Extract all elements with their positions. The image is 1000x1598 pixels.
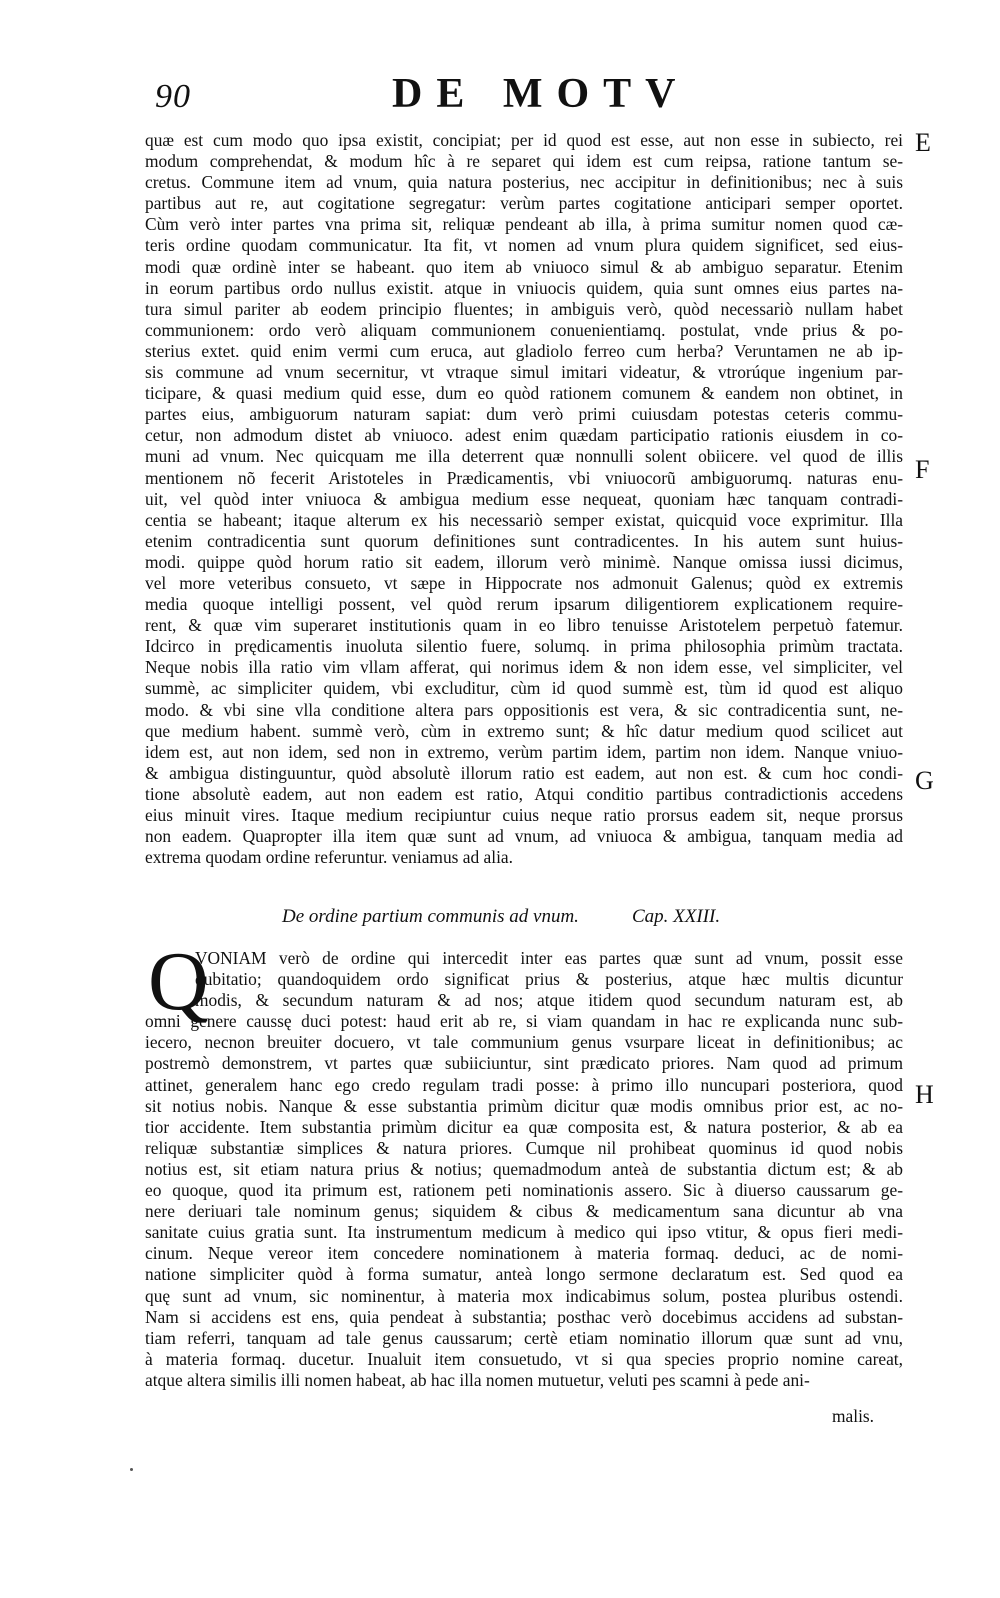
text-line: uit, vel quòd inter vniuoca & ambigua medium esse nequeat, quoniam hæc tanquam contradi- [145,488,903,509]
text-line: teris ordine quodam communicatur. Ita fit, vt nomen ad vnum plura quidem significet, sed eius- [145,235,903,256]
text-line: modi. quippe quòd horum ratio sit eadem, illorum verò minimè. Nanque omissa iussi dicimus, [145,551,903,572]
body-text-block-1 [145,130,903,868]
text-line: mentionem nõ fecerit Aristoteles in Prædicamentis, vbi vniuocorũ ambiguorumq. naturas enu- [145,467,903,488]
running-title: DE MOTV [392,71,690,117]
text-line: dubitatio; quandoquidem ordo significat prius & posterius, atque hæc multis dicuntur [195,969,903,990]
margin-letter-e: E [915,128,931,157]
text-line: VONIAM verò de ordine qui intercedit inter eas partes quæ sunt ad vnum, possit esse [195,948,903,968]
text-line: non eadem. Quapropter illa item quæ sunt ad vnum, ad vniuoca & ambigua, tanquam media ad [145,826,903,847]
text-line: eius minuit vires. Itaque medium recipiuntur cuius neque ratio prorsus eadem sit, neque prorsus [145,805,903,825]
text-line: sis commune ad vnum secernitur, vt vtraque simul imitari videatur, & vtrorúque ingenium par- [145,362,903,383]
text-line: que medium habent. summè verò, cùm in extremo sunt; & hîc datur medium quod scilicet aut [145,720,903,741]
text-line: quæ est cum modo quo ipsa existit, concipiat; per id quod est esse, aut non esse in subiecto, rei [145,130,903,150]
text-line: vel more veteribus consueto, vt sæpe in Hippocrate nos admonuit Galenus; quòd ex extremis [145,572,903,593]
text-line: reliquæ substantiæ simplices & natura priores. Cumque nil prohibeat quominus id quod nobis [145,1137,903,1158]
text-line: Nam si accidens est ens, quia pendeat à substantia; posthac verò docebimus accidens ad substan- [145,1306,903,1327]
text-line: modo. & vbi sine vlla conditione altera pars oppositionis est vera, & sic contradicentia sunt, ne- [145,699,903,720]
text-line: attinet, generalem hanc ego credo regulam tradi posse: à primo illo nuncupari posteriora, quod [145,1074,903,1095]
text-line: & ambigua distinguuntur, quòd absolutè illorum ratio est eadem, aut non est. & cum hoc condi- [145,762,903,783]
text-line: Idcirco in prędicamentis inuoluta silentio fuere, solumq. in prima philosophia primùm tractata. [145,636,903,657]
text-line: Cùm verò inter partes vna prima sit, reliquæ pendeant ab illa, à prima sumitur nomen quod cæ- [145,214,903,235]
text-line: tiam referri, tanquam ad tale genus caussarum; certè etiam nominatio illorum quæ sunt ad vnu, [145,1327,903,1348]
text-line: postremò demonstrem, vt partes quæ subiiciuntur, sint prædicato priores. Nam quod ad primum [145,1053,903,1074]
text-line: cretus. Commune item ad vnum, quia natura posterius, nec accipitur in definitionibus; nec à suis [145,172,903,193]
text-line: ticipare, & quasi medium quid esse, dum eo quòd rationem comunem & eandem non obtinet, in [145,383,903,404]
text-line: à materia formaq. ducetur. Inualuit item consuetudo, vt si qua species proprio nomine careat, [145,1348,903,1369]
text-line: centia se habeant; itaque alterum ex his necessariò semper existat, quicquid voce exprimitur. Illa [145,509,903,530]
drop-cap: Q [148,935,209,1028]
text-line: natione simpliciter quòd à forma sumatur, anteà longo sermone declaratum est. Sed quod ea [145,1264,903,1285]
text-line: in eorum partibus ordo nullus existit. atque in vniuocis quidem, quia sunt omnes eius partes na- [145,277,903,298]
text-line: sterius extet. quid enim vermi cum eruca, aut gladiolo ferreo cum herba? Veruntamen ne ab ip- [145,340,903,361]
chapter-heading [282,906,802,928]
text-line: tione absolutè eadem, aut non eadem est ratio, Atqui conditio partibus contradictionis accedens [145,783,903,804]
text-line: modum comprehendat, & modum hîc à re separet qui idem est cum reipsa, ratione tantum se- [145,151,903,172]
text-line: quę sunt ad vnum, sic nominentur, à materia mox indicabimus solum, postea pluribus ostendi. [145,1285,903,1306]
ink-speck [130,1468,133,1471]
text-line: atque altera similis illi nomen habeat, ab hac illa nomen mutuetur, veluti pes scamni à pede ani- [145,1369,810,1390]
chapter-title: De ordine partium communis ad vnum. [282,906,579,927]
body-text-block-2 [145,948,903,1391]
text-line: Neque nobis illa ratio vim vllam afferat, qui norimus idem & non idem esse, vel simpliciter, vel [145,657,903,678]
text-line: tior accidente. Item substantia primùm dicitur ea quæ composita est, & natura posterior, & ab ea [145,1116,903,1137]
folio-number: 90 [155,78,191,115]
text-line: extrema quodam ordine referuntur. veniamus ad alia. [145,847,513,868]
text-line: communionem: ordo verò aliquam communionem conuenientiamq. postulat, vnde prius & po- [145,319,903,340]
chapter-number: Cap. XXIII. [632,906,721,927]
text-line: iecero, necnon breuiter docuero, vt tale communium genus vsurpare liceat in definitionibus; ac [145,1032,903,1053]
text-line: sanitate cuius gratia sunt. Ita instrumentum medicum à medico qui ipso vtitur, & opus fieri medi- [145,1222,903,1243]
margin-letter-f: F [915,455,930,484]
text-line: media quoque intelligi possent, vel quòd rerum ipsarum diligentiorem explicationem require- [145,594,903,615]
text-line: cetur, non admodum distet ab vniuoco. adest enim quædam participatio rationis eiusdem in co- [145,425,903,446]
text-line: eo quoque, quod ita primum est, rationem peti nominationis assero. Sic à diuerso caussarum ge- [145,1180,903,1201]
text-line: etenim contradicentia sunt quorum definitiones sunt contradicentes. In his autem sunt huius- [145,530,903,551]
text-line: sit notius nobis. Nanque & esse substantia primùm dicitur quæ modis omnibus prior est, ac no- [145,1095,903,1116]
text-line: modi quæ ordinè inter se habeant. quo item ab vniuoco simul & ab ambiguo separatur. Etenim [145,256,903,277]
text-line: notius est, sit etiam natura prius & notius; quemadmodum anteà de substantia dictum est; & ab [145,1158,903,1179]
text-line: muni ad vnum. Nec quicquam me illa deterrent quæ nonnulli solent obiicere. vel quod de illis [145,446,903,467]
margin-letter-h: H [915,1080,934,1109]
text-line: partes eius, ambiguorum naturam sapiat: dum verò primi cuiusdam potestas ceteris commu- [145,404,903,425]
text-line: nere deriuari tale nominum genus; siquidem & cibus & medicamentum sana dicuntur ab vna [145,1201,903,1222]
text-line: omni genere caussę duci potest: haud erit ab re, si viam quandam in hac re explicanda nunc sub- [145,1011,903,1032]
text-line: summè, ac simpliciter quidem, vbi excluditur, cùm id quod summè est, tùm id quod est aliquo [145,678,903,699]
text-line: cinum. Neque vereor item concedere nominationem à materia formaq. deduci, ac de nomi- [145,1243,903,1264]
text-line: partibus aut re, aut cogitatione segregatur: verùm partes cogitatione anticipari semper oportet. [145,193,903,214]
text-line: tura simul pariter ab eodem principio fluentes; in ambiguis verò, quòd necessariò nullam habet [145,298,903,319]
text-line: rent, & quæ vim superaret institutionis quam in eo libro tenuisse Aristotelem perpetuò fatemur. [145,615,903,636]
margin-letter-g: G [915,766,934,795]
text-line: idem est, aut non idem, sed non in extremo, verùm partim idem, partim non idem. Nanque vniuo- [145,741,903,762]
text-line: modis, & secundum naturam & ad nos; atque itidem quod secundum naturam est, ab [195,990,903,1011]
catchword: malis. [832,1406,875,1426]
